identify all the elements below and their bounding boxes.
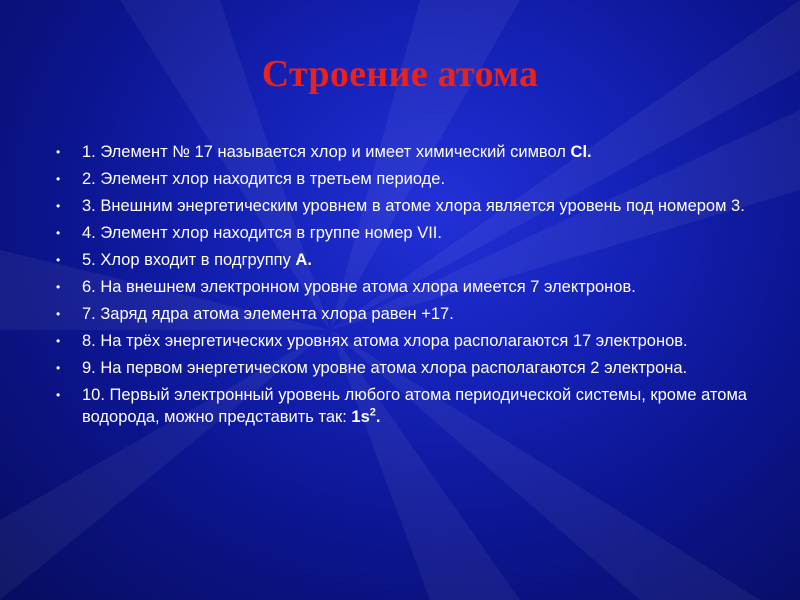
formula-tail: . (375, 408, 381, 426)
formula-text: 1s (351, 408, 370, 426)
slide-title: Строение атома (261, 53, 539, 95)
item-text: 5. Хлор входит в подгруппу (82, 251, 296, 269)
item-text: 7. Заряд ядра атома элемента хлора равен +17. (82, 305, 454, 323)
bullet-icon: • (56, 226, 61, 240)
item-text: 8. На трёх энергетических уровнях атома хлора располагаются 17 электронов. (82, 332, 688, 350)
bullet-icon: • (56, 388, 61, 402)
item-emphasis: Cl. (570, 143, 592, 161)
bullet-icon: • (56, 172, 61, 186)
bullet-icon: • (56, 307, 61, 321)
list-item (56, 168, 776, 190)
bullet-icon: • (56, 253, 61, 267)
list-item (56, 330, 776, 352)
item-emphasis: А. (295, 251, 312, 269)
item-text: 10. Первый электронный уровень любого атома периодической системы, кроме атома водорода, можно представить так: (82, 386, 747, 426)
formula-superscript: 2 (369, 406, 376, 419)
item-text: 3. Внешним энергетическим уровнем в атоме хлора является уровень под номером 3. (82, 197, 745, 215)
bullet-icon: • (56, 145, 61, 159)
bullet-icon: • (56, 334, 61, 348)
list-item (56, 141, 776, 163)
list-item (56, 384, 776, 428)
item-text: 2. Элемент хлор находится в третьем периоде. (82, 170, 446, 188)
list-item (56, 276, 776, 298)
list-item (56, 222, 776, 244)
list-item (56, 195, 776, 217)
item-text: 1. Элемент № 17 называется хлор и имеет химический символ (82, 143, 571, 161)
list-item (56, 303, 776, 325)
bullet-icon: • (56, 199, 61, 213)
list-item (56, 357, 776, 379)
item-text: 9. На первом энергетическом уровне атома хлора располагаются 2 электрона. (82, 359, 688, 377)
bullet-icon: • (56, 361, 61, 375)
item-text: 4. Элемент хлор находится в группе номер VII. (82, 224, 442, 242)
item-text: 6. На внешнем электронном уровне атома хлора имеется 7 электронов. (82, 278, 636, 296)
item-emphasis (351, 408, 380, 426)
bullet-icon: • (56, 280, 61, 294)
content-list (56, 141, 776, 433)
list-item (56, 249, 776, 271)
